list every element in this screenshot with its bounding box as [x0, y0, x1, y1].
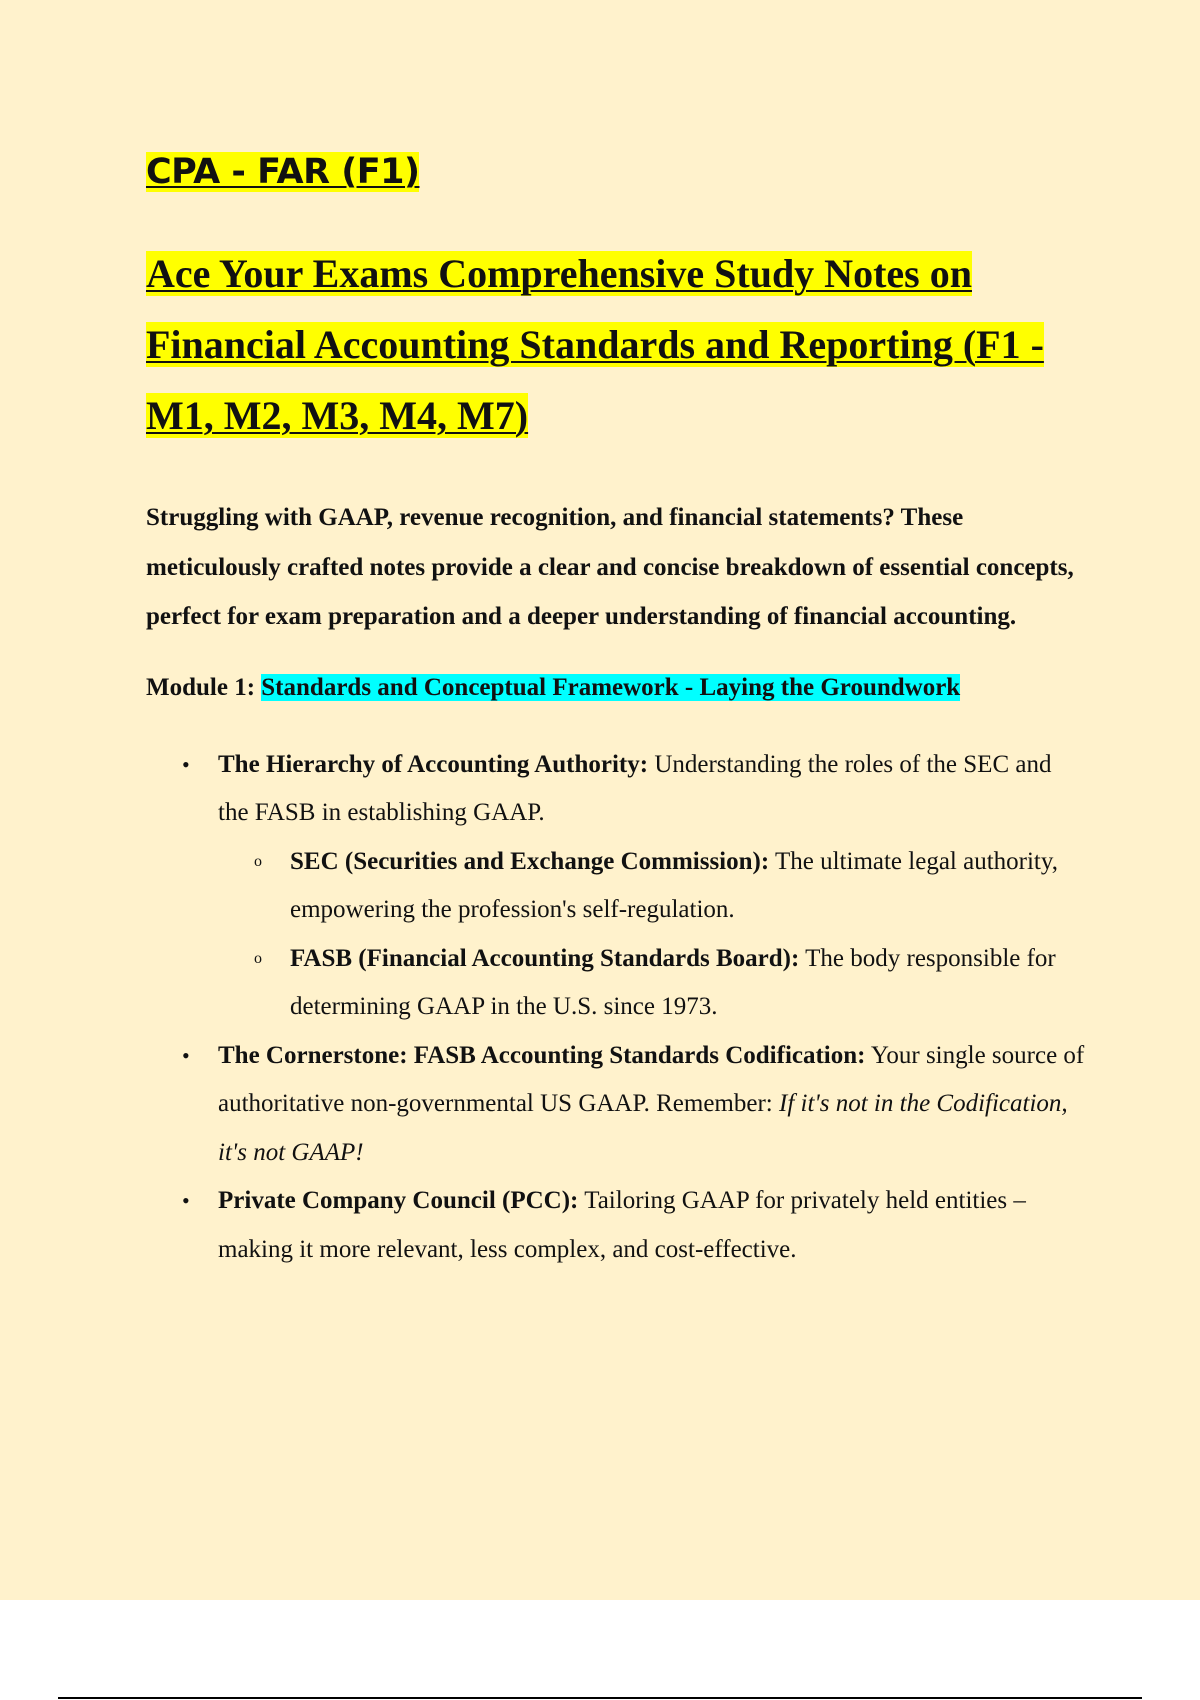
bullet-marker: • — [182, 1188, 190, 1213]
intro-paragraph: Struggling with GAAP, revenue recognition, and financial statements? These meticulously crafted notes provide a clear and concise breakdown of essential concepts, perfect for exam preparation and a deeper understanding of financial accounting. — [146, 504, 1074, 630]
module-heading — [146, 668, 1086, 708]
sub-list-item-term: FASB (Financial Accounting Standards Board): — [290, 944, 800, 972]
list-item-text: Tailoring GAAP for privately held entities – making it more relevant, less complex, and cost-effective. — [218, 1187, 1026, 1263]
footer-divider — [58, 1697, 1142, 1699]
sub-bullet-list — [218, 838, 1086, 1032]
sub-list-item-term: SEC (Securities and Exchange Commission): — [290, 847, 770, 875]
list-item-emphasis: If it's not in the Codification, it's not GAAP! — [218, 1090, 1068, 1166]
module-label: Module 1: — [146, 673, 256, 701]
module-title: Standards and Conceptual Framework - Laying the Groundwork — [261, 673, 961, 701]
sub-bullet-marker: o — [254, 949, 262, 967]
list-item-term: The Cornerstone: FASB Accounting Standards Codification: — [218, 1041, 866, 1069]
list-item-codification — [146, 1032, 1086, 1178]
sub-bullet-marker: o — [254, 852, 262, 870]
module-bullet-list — [146, 741, 1086, 1275]
bullet-marker: • — [182, 1042, 190, 1068]
document-content — [146, 145, 1086, 1274]
document-code — [146, 145, 1086, 199]
document-title-text: Ace Your Exams Comprehensive Study Notes on Financial Accounting Standards and Reporting (F1 - M1, M2, M3, M4, M7) — [146, 251, 1044, 438]
sub-list-item-text: The body responsible for determining GAAP in the U.S. since 1973. — [290, 944, 1056, 1020]
document-title — [146, 238, 1086, 451]
sub-list-item-sec — [218, 838, 1086, 935]
list-item-text: Understanding the roles of the SEC and the FASB in establishing GAAP. — [218, 750, 1052, 826]
list-item-pcc — [146, 1177, 1086, 1274]
document-code-text: CPA - FAR (F1) — [146, 152, 420, 192]
sub-list-item-text: The ultimate legal authority, empowering the profession's self-regulation. — [290, 847, 1058, 923]
list-item-term: The Hierarchy of Accounting Authority: — [218, 750, 649, 778]
list-item-hierarchy — [146, 741, 1086, 1032]
list-item-term: Private Company Council (PCC): — [218, 1187, 579, 1214]
sub-list-item-fasb — [218, 935, 1086, 1032]
bullet-marker: • — [182, 751, 190, 777]
list-item-text: Your single source of authoritative non-governmental US GAAP. Remember: — [218, 1041, 1085, 1117]
